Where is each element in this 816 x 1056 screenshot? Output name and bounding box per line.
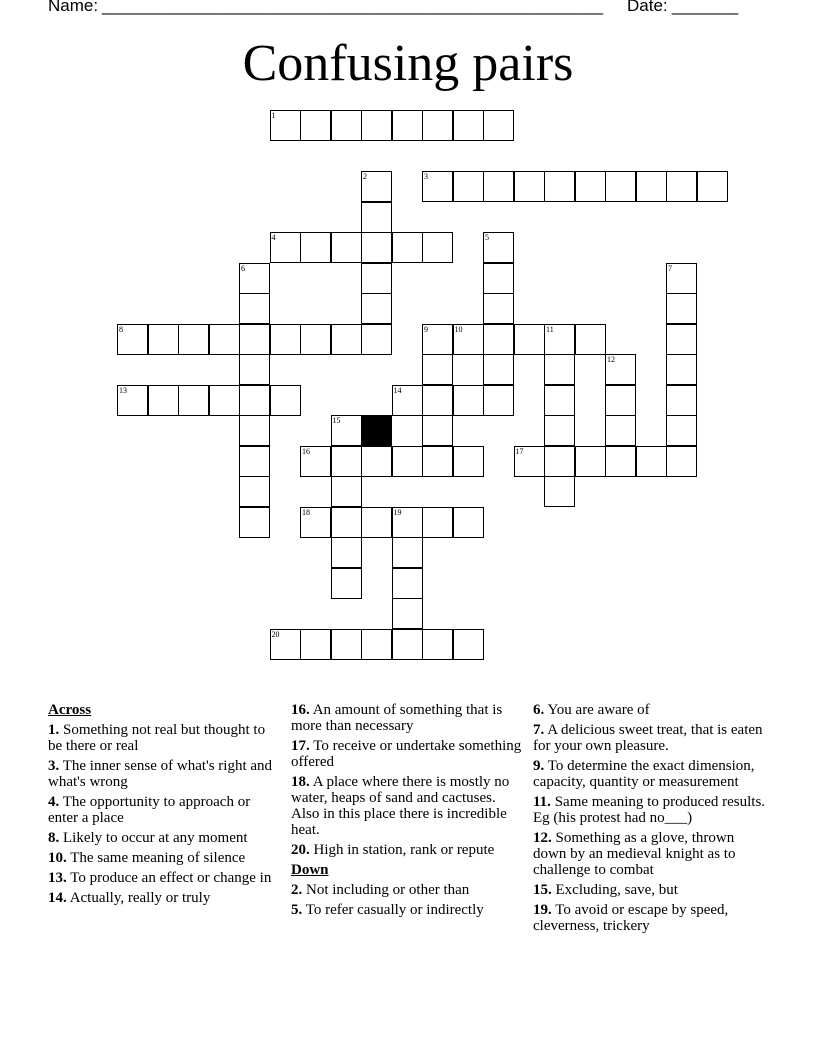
- down-clue-12: [533, 830, 769, 878]
- clue-text: You are aware of: [547, 702, 650, 718]
- down-clue-7: [533, 722, 769, 754]
- grid-cell[interactable]: [666, 171, 697, 202]
- grid-cell[interactable]: [666, 293, 697, 324]
- cell-number: 6: [241, 263, 245, 273]
- cell-number: 14: [393, 385, 402, 395]
- grid-cell[interactable]: [209, 324, 240, 355]
- grid-cell[interactable]: [392, 568, 423, 599]
- grid-cell[interactable]: [605, 446, 636, 477]
- grid-cell[interactable]: [300, 232, 331, 263]
- grid-cell[interactable]: [544, 415, 575, 446]
- grid-cell[interactable]: [239, 293, 270, 324]
- clue-number: 13.: [48, 870, 67, 886]
- clue-text: To receive or undertake something offered: [291, 738, 522, 770]
- clue-text: The same meaning of silence: [70, 850, 246, 866]
- grid-cell[interactable]: [483, 324, 514, 355]
- across-clue-4: [48, 794, 278, 826]
- down-clue-5: [291, 902, 523, 918]
- grid-cell[interactable]: [575, 171, 606, 202]
- grid-cell[interactable]: [483, 110, 514, 141]
- grid-cell[interactable]: [300, 507, 331, 538]
- grid-cell[interactable]: [331, 324, 362, 355]
- grid-cell[interactable]: [392, 629, 423, 660]
- grid-cell[interactable]: [209, 385, 240, 416]
- grid-cell[interactable]: [544, 324, 575, 355]
- date-label: Date:: [627, 0, 668, 15]
- across-clue-1: [48, 722, 278, 754]
- grid-cell[interactable]: [270, 110, 301, 141]
- clue-text: High in station, rank or repute: [313, 842, 495, 858]
- grid-cell[interactable]: [392, 507, 423, 538]
- grid-cell[interactable]: [300, 324, 331, 355]
- clue-number: 10.: [48, 850, 67, 866]
- grid-cell[interactable]: [575, 324, 606, 355]
- grid-cell[interactable]: [666, 263, 697, 294]
- down-clue-15: [533, 882, 769, 898]
- grid-cell[interactable]: [666, 385, 697, 416]
- cell-number: 2: [363, 172, 367, 181]
- grid-cell[interactable]: [422, 507, 453, 538]
- grid-cell[interactable]: [239, 415, 270, 446]
- grid-cell[interactable]: [239, 324, 270, 355]
- grid-cell[interactable]: [453, 446, 484, 477]
- cell-number: 4: [271, 233, 276, 242]
- grid-cell[interactable]: [483, 171, 514, 202]
- grid-cell[interactable]: [666, 354, 697, 385]
- grid-cell[interactable]: [331, 232, 362, 263]
- black-cell: [361, 415, 392, 446]
- clues-column-1: [48, 702, 278, 910]
- across-clue-18: [291, 774, 523, 838]
- cell-number: 20: [271, 629, 280, 639]
- grid-cell[interactable]: [605, 415, 636, 446]
- grid-cell[interactable]: [392, 385, 423, 416]
- grid-cell[interactable]: [361, 324, 392, 355]
- grid-cell[interactable]: [422, 110, 453, 141]
- across-clue-16: [291, 702, 523, 734]
- cell-number: 18: [302, 507, 310, 517]
- clues-column-2: [291, 702, 523, 922]
- clue-number: 7.: [533, 722, 545, 738]
- grid-cell[interactable]: [270, 324, 301, 355]
- grid-cell[interactable]: [453, 507, 484, 538]
- clue-number: 20.: [291, 842, 310, 858]
- grid-cell[interactable]: [453, 385, 484, 416]
- clue-number: 19.: [533, 902, 552, 918]
- grid-cell[interactable]: [331, 507, 362, 538]
- grid-cell[interactable]: [331, 446, 362, 477]
- across-clue-3: [48, 758, 278, 790]
- clue-number: 2.: [291, 882, 303, 898]
- grid-cell[interactable]: [239, 263, 270, 294]
- grid-cell[interactable]: [331, 110, 362, 141]
- clue-text: Actually, really or truly: [69, 890, 211, 906]
- clue-text: To avoid or escape by speed, cleverness, trickery: [533, 902, 729, 934]
- clue-text: An amount of something that is more than necessary: [291, 702, 503, 734]
- grid-cell[interactable]: [605, 385, 636, 416]
- grid-cell[interactable]: [361, 202, 392, 233]
- grid-cell[interactable]: [331, 415, 362, 446]
- across-clue-10: [48, 850, 278, 866]
- clue-text: A place where there is mostly no water, heaps of sand and cactuses. Also in this place there is incredible heat.: [291, 774, 510, 838]
- grid-cell[interactable]: [300, 446, 331, 477]
- name-field[interactable]: _____________________________________________________: [102, 0, 604, 15]
- name-label: Name:: [48, 0, 99, 15]
- clue-number: 3.: [48, 758, 60, 774]
- clue-text: The opportunity to approach or enter a place: [48, 794, 251, 826]
- grid-cell[interactable]: [178, 385, 209, 416]
- clues-column-3: [533, 702, 769, 938]
- grid-cell[interactable]: [361, 507, 392, 538]
- across-clue-14: [48, 890, 278, 906]
- grid-cell[interactable]: [331, 629, 362, 660]
- clue-text: Excluding, save, but: [555, 882, 678, 898]
- clue-number: 11.: [533, 794, 551, 810]
- grid-cell[interactable]: [239, 476, 270, 507]
- grid-cell[interactable]: [331, 476, 362, 507]
- cell-number: 3: [424, 172, 428, 181]
- grid-cell[interactable]: [453, 324, 484, 355]
- cell-number: 19: [393, 507, 402, 517]
- grid-cell[interactable]: [483, 263, 514, 294]
- grid-cell[interactable]: [483, 354, 514, 385]
- date-field[interactable]: _______: [672, 0, 739, 15]
- across-heading: Across: [48, 702, 92, 718]
- grid-cell[interactable]: [666, 415, 697, 446]
- grid-cell[interactable]: [392, 110, 423, 141]
- clue-text: To determine the exact dimension, capacity, quantity or measurement: [533, 758, 755, 790]
- grid-cell[interactable]: [361, 171, 392, 202]
- clue-number: 1.: [48, 722, 60, 738]
- cell-number: 10: [454, 324, 463, 334]
- cell-number: 5: [485, 233, 489, 242]
- clue-number: 9.: [533, 758, 545, 774]
- grid-cell[interactable]: [605, 354, 636, 385]
- clue-number: 8.: [48, 830, 60, 846]
- grid-cell[interactable]: [422, 324, 453, 355]
- clue-number: 18.: [291, 774, 310, 790]
- grid-cell[interactable]: [331, 568, 362, 599]
- cell-number: 13: [119, 385, 127, 395]
- clue-number: 6.: [533, 702, 545, 718]
- grid-cell[interactable]: [392, 537, 423, 568]
- grid-cell[interactable]: [514, 446, 545, 477]
- grid-cell[interactable]: [300, 629, 331, 660]
- grid-cell[interactable]: [453, 171, 484, 202]
- grid-cell[interactable]: [361, 629, 392, 660]
- grid-cell[interactable]: [148, 324, 179, 355]
- grid-cell[interactable]: [483, 293, 514, 324]
- across-clue-13: [48, 870, 278, 886]
- grid-cell[interactable]: [392, 446, 423, 477]
- grid-cell[interactable]: [117, 324, 148, 355]
- down-clue-6: [533, 702, 769, 718]
- grid-cell[interactable]: [666, 446, 697, 477]
- page-title: Confusing pairs: [242, 35, 574, 92]
- grid-cell[interactable]: [361, 263, 392, 294]
- clue-text: To produce an effect or change in: [70, 870, 272, 886]
- clue-number: 17.: [291, 738, 310, 754]
- grid-cell[interactable]: [148, 385, 179, 416]
- grid-cell[interactable]: [300, 110, 331, 141]
- grid-cell[interactable]: [544, 354, 575, 385]
- grid-cell[interactable]: [270, 629, 301, 660]
- cell-number: 17: [515, 446, 524, 456]
- clue-number: 14.: [48, 890, 67, 906]
- down-clue-19: [533, 902, 769, 934]
- clue-number: 5.: [291, 902, 303, 918]
- grid-cell[interactable]: [453, 629, 484, 660]
- clue-number: 4.: [48, 794, 60, 810]
- grid-cell[interactable]: [239, 385, 270, 416]
- grid-cell[interactable]: [422, 415, 453, 446]
- grid-cell[interactable]: [239, 446, 270, 477]
- clue-text: To refer casually or indirectly: [305, 902, 484, 918]
- grid-cell[interactable]: [178, 324, 209, 355]
- grid-cell[interactable]: [270, 232, 301, 263]
- grid-cell[interactable]: [544, 446, 575, 477]
- clue-text: Something as a glove, thrown down by an medieval knight as to challenge to combat: [533, 830, 736, 878]
- grid-cell[interactable]: [422, 171, 453, 202]
- grid-cell[interactable]: [239, 507, 270, 538]
- grid-cell[interactable]: [422, 446, 453, 477]
- cell-number: 15: [332, 416, 341, 425]
- grid-cell[interactable]: [544, 385, 575, 416]
- clue-text: Something not real but thought to be there or real: [48, 722, 266, 754]
- clue-text: Same meaning to produced results. Eg (his protest had no___): [533, 794, 766, 826]
- grid-cell[interactable]: [422, 354, 453, 385]
- cell-number: 11: [546, 324, 554, 334]
- grid-cell[interactable]: [483, 232, 514, 263]
- clue-text: Not including or other than: [306, 882, 470, 898]
- grid-cell[interactable]: [361, 232, 392, 263]
- grid-cell[interactable]: [117, 385, 148, 416]
- grid-cell[interactable]: [453, 110, 484, 141]
- grid-cell[interactable]: [544, 171, 575, 202]
- clue-text: Likely to occur at any moment: [63, 830, 248, 846]
- cell-number: 12: [607, 355, 615, 364]
- grid-cell[interactable]: [331, 537, 362, 568]
- grid-cell[interactable]: [422, 385, 453, 416]
- grid-cell[interactable]: [605, 171, 636, 202]
- clue-number: 15.: [533, 882, 552, 898]
- down-clue-9: [533, 758, 769, 790]
- grid-cell[interactable]: [392, 232, 423, 263]
- grid-cell[interactable]: [361, 110, 392, 141]
- grid-cell[interactable]: [636, 171, 667, 202]
- grid-cell[interactable]: [636, 446, 667, 477]
- across-clue-8: [48, 830, 278, 846]
- clue-text: The inner sense of what's right and what's wrong: [48, 758, 273, 790]
- grid-cell[interactable]: [392, 598, 423, 629]
- grid-cell[interactable]: [514, 171, 545, 202]
- down-heading: Down: [291, 862, 329, 878]
- grid-cell[interactable]: [361, 446, 392, 477]
- grid-cell[interactable]: [422, 232, 453, 263]
- grid-cell[interactable]: [575, 446, 606, 477]
- across-clue-20: [291, 842, 523, 858]
- grid-cell[interactable]: [270, 385, 301, 416]
- down-clue-2: [291, 882, 523, 898]
- grid-cell[interactable]: [483, 385, 514, 416]
- cell-number: 9: [424, 324, 428, 334]
- cell-number: 1: [271, 111, 276, 120]
- cell-number: 16: [302, 446, 310, 456]
- grid-cell[interactable]: [361, 293, 392, 324]
- grid-cell[interactable]: [697, 171, 728, 202]
- down-clue-11: [533, 794, 769, 826]
- clue-number: 16.: [291, 702, 310, 718]
- clue-number: 12.: [533, 830, 552, 846]
- across-clue-17: [291, 738, 523, 770]
- grid-cell[interactable]: [666, 324, 697, 355]
- cell-number: 7: [668, 263, 672, 273]
- grid-cell[interactable]: [514, 324, 545, 355]
- grid-cell[interactable]: [544, 476, 575, 507]
- grid-cell[interactable]: [422, 629, 453, 660]
- grid-cell[interactable]: [239, 354, 270, 385]
- clue-text: A delicious sweet treat, that is eaten for your own pleasure.: [533, 722, 763, 754]
- cell-number: 8: [119, 324, 123, 334]
